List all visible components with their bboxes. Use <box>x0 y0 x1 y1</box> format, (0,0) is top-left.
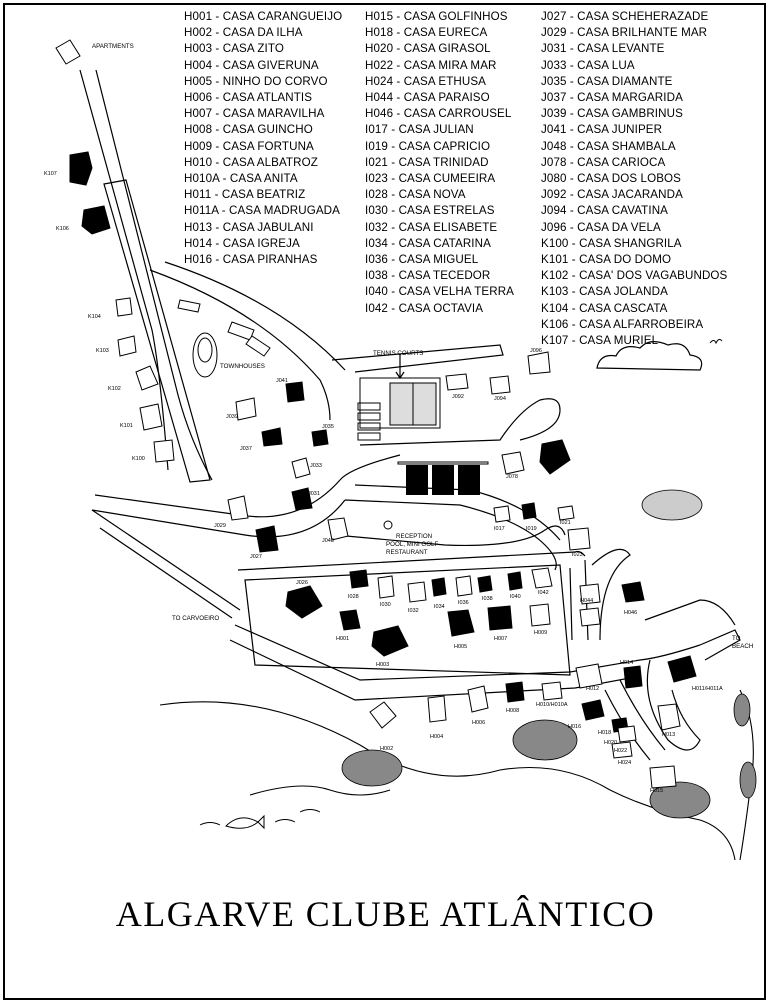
label-i034: I034 <box>434 604 445 610</box>
building <box>256 526 278 552</box>
building <box>468 686 488 712</box>
label-h005: H005 <box>454 644 468 650</box>
legend-entry: H022 - CASA MIRA MAR <box>365 58 497 72</box>
building <box>456 576 472 596</box>
legend-entry: K106 - CASA ALFARROBEIRA <box>541 317 704 331</box>
label-i038: I038 <box>482 596 493 602</box>
building <box>178 300 200 312</box>
building <box>558 506 574 520</box>
buildings-outline <box>56 40 680 788</box>
label-beach: BEACH <box>732 643 754 650</box>
legend-entry: H002 - CASA DA ILHA <box>184 26 303 40</box>
building <box>622 582 644 602</box>
legend-entry: H015 - CASA GOLFINHOS <box>365 10 508 23</box>
building <box>372 626 408 656</box>
building <box>328 518 348 540</box>
label-h004: H004 <box>430 734 444 740</box>
legend-entry: I019 - CASA CAPRICIO <box>365 139 491 153</box>
building <box>576 664 602 688</box>
building <box>378 576 394 598</box>
tree-icon <box>734 694 750 726</box>
tree-icon <box>342 750 402 786</box>
label-i030: I030 <box>380 602 391 608</box>
label-i040: I040 <box>510 594 521 600</box>
label-j048: J048 <box>322 538 334 544</box>
building <box>286 382 304 402</box>
building <box>488 606 512 630</box>
building <box>494 506 510 522</box>
building <box>292 458 310 478</box>
legend-entry: J033 - CASA LUA <box>541 58 635 72</box>
reception-icon <box>384 521 392 529</box>
legend-entry: I023 - CASA CUMEEIRA <box>365 172 496 186</box>
building <box>624 666 642 688</box>
legend-entry: I036 - CASA MIGUEL <box>365 253 479 267</box>
label-j078: J078 <box>506 474 518 480</box>
label-h015: H015 <box>650 788 664 794</box>
legend-entry: J094 - CASA CAVATINA <box>541 204 668 218</box>
label-j094: J094 <box>494 396 506 402</box>
legend-entry: H003 - CASA ZITO <box>184 42 284 56</box>
legend-entry: H011 - CASA BEATRIZ <box>184 188 306 202</box>
building <box>262 428 282 446</box>
legend-entry: J080 - CASA DOS LOBOS <box>541 172 681 186</box>
label-i028: I028 <box>348 594 359 600</box>
building <box>408 582 426 602</box>
legend-entry: J078 - CASA CARIOCA <box>541 155 666 169</box>
building <box>350 570 368 588</box>
label-i021: I021 <box>560 520 571 526</box>
legend-entry: H005 - NINHO DO CORVO <box>184 74 328 88</box>
legend-entry: H004 - CASA GIVERUNA <box>184 58 319 72</box>
label-h044: H044 <box>580 598 594 604</box>
legend-entry: H001 - CASA CARANGUEIJO <box>184 10 343 23</box>
legend-entry: J039 - CASA GAMBRINUS <box>541 107 683 121</box>
legend-entry: H008 - CASA GUINCHO <box>184 123 313 137</box>
label-restaurant: RESTAURANT <box>386 549 428 556</box>
building <box>56 40 80 64</box>
building <box>658 704 680 730</box>
building <box>136 366 158 390</box>
building <box>542 682 562 700</box>
building <box>116 298 132 316</box>
label-h002: H002 <box>380 746 394 752</box>
label-h008: H008 <box>506 708 520 714</box>
label-reception: RECEPTION <box>396 533 433 540</box>
building <box>446 374 468 390</box>
building <box>118 336 136 356</box>
label-k103: K103 <box>96 348 109 354</box>
building <box>490 376 510 394</box>
legend-entry: I017 - CASA JULIAN <box>365 123 474 137</box>
label-h003: H003 <box>376 662 390 668</box>
legend-entry: I021 - CASA TRINIDAD <box>365 155 489 169</box>
building <box>530 604 550 626</box>
legend-entry: H006 - CASA ATLANTIS <box>184 91 313 105</box>
label-apartments: APARTMENTS <box>92 43 134 50</box>
legend-entry: H011A - CASA MADRUGADA <box>184 204 340 218</box>
label-h012: H012 <box>586 686 600 692</box>
label-k104: K104 <box>88 314 101 320</box>
legend-entry: K103 - CASA JOLANDA <box>541 285 668 299</box>
cloud-icon <box>597 342 702 370</box>
legend-entry: J029 - CASA BRILHANTE MAR <box>541 26 708 40</box>
building <box>340 610 360 630</box>
building <box>432 578 446 596</box>
building <box>650 766 676 788</box>
map-title: ALGARVE CLUBE ATLÂNTICO <box>115 894 656 934</box>
legend-entry: H010 - CASA ALBATROZ <box>184 155 318 169</box>
legend-entry: J092 - CASA JACARANDA <box>541 188 683 202</box>
building <box>540 440 570 474</box>
legend-entry: J027 - CASA SCHEHERAZADE <box>541 10 709 23</box>
legend-entry: I030 - CASA ESTRELAS <box>365 204 495 218</box>
building <box>140 404 162 430</box>
building <box>448 610 474 636</box>
label-j037: J037 <box>240 446 252 452</box>
tree-icon <box>740 762 756 798</box>
building <box>580 608 600 626</box>
legend-entry: K104 - CASA CASCATA <box>541 301 668 315</box>
label-h016: H016 <box>568 724 582 730</box>
legend-entry: H046 - CASA CARROUSEL <box>365 107 512 121</box>
building <box>568 528 590 550</box>
legend-entry: J035 - CASA DIAMANTE <box>541 74 673 88</box>
building <box>236 398 256 420</box>
label-k106: K106 <box>56 226 69 232</box>
label-k101: K101 <box>120 423 133 429</box>
legend-entry: I040 - CASA VELHA TERRA <box>365 285 515 299</box>
building <box>532 568 552 588</box>
building <box>582 700 604 720</box>
legend-entry: I032 - CASA ELISABETE <box>365 220 498 234</box>
label-h020: H020 <box>604 740 618 746</box>
label-h001: H001 <box>336 636 350 642</box>
label-j033: J033 <box>310 463 322 469</box>
label-h013: H013 <box>662 732 676 738</box>
label-k107: K107 <box>44 171 57 177</box>
building <box>246 336 270 356</box>
label-h009: H009 <box>534 630 548 636</box>
legend-entry: I038 - CASA TECEDOR <box>365 269 491 283</box>
building <box>502 452 524 474</box>
building <box>618 726 636 742</box>
label-townhouses: TOWNHOUSES <box>220 363 265 370</box>
legend-entry: H014 - CASA IGREJA <box>184 236 300 250</box>
legend-entry: H044 - CASA PARAISO <box>365 91 490 105</box>
building <box>370 702 396 728</box>
label-h006: H006 <box>472 720 486 726</box>
label-h014: H014 <box>620 660 634 666</box>
building <box>668 656 696 682</box>
label-i036: I036 <box>458 600 469 606</box>
building <box>428 696 446 722</box>
label-i042: I042 <box>538 590 549 596</box>
label-k100: K100 <box>132 456 145 462</box>
bird-icon <box>710 339 722 343</box>
label-h024: H024 <box>618 760 632 766</box>
label-j039: J039 <box>226 414 238 420</box>
label-i017: I017 <box>494 526 505 532</box>
label-j092: J092 <box>452 394 464 400</box>
building <box>312 430 328 446</box>
label-tennis-courts: TENNIS COURTS <box>373 350 424 357</box>
label-j041: J041 <box>276 378 288 384</box>
label-to-carvoeiro: TO CARVOEIRO <box>172 615 220 622</box>
legend-entry: K107 - CASA MURIEL <box>541 334 659 348</box>
label-j027: J027 <box>250 554 262 560</box>
legend-entry: K101 - CASA DO DOMO <box>541 253 672 267</box>
legend-entry: J037 - CASA MARGARIDA <box>541 91 683 105</box>
label-h007: H007 <box>494 636 508 642</box>
building <box>508 572 522 590</box>
legend-entry: J096 - CASA DA VELA <box>541 220 661 234</box>
label-j026: J026 <box>296 580 308 586</box>
building <box>228 322 254 340</box>
legend-entry: H010A - CASA ANITA <box>184 172 298 186</box>
waves-icon <box>200 810 320 826</box>
label-h010: H010/H010A <box>536 702 568 708</box>
label-k102: K102 <box>108 386 121 392</box>
building <box>506 682 524 702</box>
legend-entry: H024 - CASA ETHUSA <box>365 74 486 88</box>
label-h022: H022 <box>614 748 628 754</box>
central-apartments <box>398 462 488 495</box>
building <box>228 496 248 520</box>
legend-entry: H016 - CASA PIRANHAS <box>184 253 318 267</box>
label-j096: J096 <box>530 348 542 354</box>
building <box>82 206 110 234</box>
label-to: TO <box>732 635 741 642</box>
fish-icon <box>226 816 264 828</box>
label-i019: I019 <box>526 526 537 532</box>
townhouse-pool <box>193 333 217 377</box>
legend-entry: J031 - CASA LEVANTE <box>541 42 665 56</box>
label-h018: H018 <box>598 730 612 736</box>
legend-entry: K100 - CASA SHANGRILA <box>541 236 682 250</box>
legend-entry: I028 - CASA NOVA <box>365 188 466 202</box>
label-j035: J035 <box>322 424 334 430</box>
legend-entry: H007 - CASA MARAVILHA <box>184 107 325 121</box>
legend-entry: H020 - CASA GIRASOL <box>365 42 491 56</box>
legend-entry: H018 - CASA EURECA <box>365 26 488 40</box>
label-i023: I023 <box>572 552 583 558</box>
label-h046: H046 <box>624 610 638 616</box>
building <box>522 503 536 519</box>
legend-entry: I042 - CASA OCTAVIA <box>365 301 484 315</box>
label-h011: H011/H011A <box>692 686 723 692</box>
building <box>154 440 174 462</box>
tree-icon <box>642 490 702 520</box>
legend-entry: H013 - CASA JABULANI <box>184 220 314 234</box>
building <box>70 152 92 185</box>
legend-entry: K102 - CASA' DOS VAGABUNDOS <box>541 269 728 283</box>
label-j029: J029 <box>214 523 226 529</box>
legend-entry: H009 - CASA FORTUNA <box>184 139 314 153</box>
label-pool: POOL, MINI GOLF <box>386 541 439 548</box>
building <box>286 586 322 618</box>
legend-entry: I034 - CASA CATARINA <box>365 236 491 250</box>
legend-entry: J041 - CASA JUNIPER <box>541 123 663 137</box>
tennis-courts <box>358 355 440 440</box>
building <box>478 576 492 592</box>
label-i032: I032 <box>408 608 419 614</box>
building <box>528 352 550 374</box>
label-j031: J031 <box>308 491 320 497</box>
legend-entry: J048 - CASA SHAMBALA <box>541 139 676 153</box>
